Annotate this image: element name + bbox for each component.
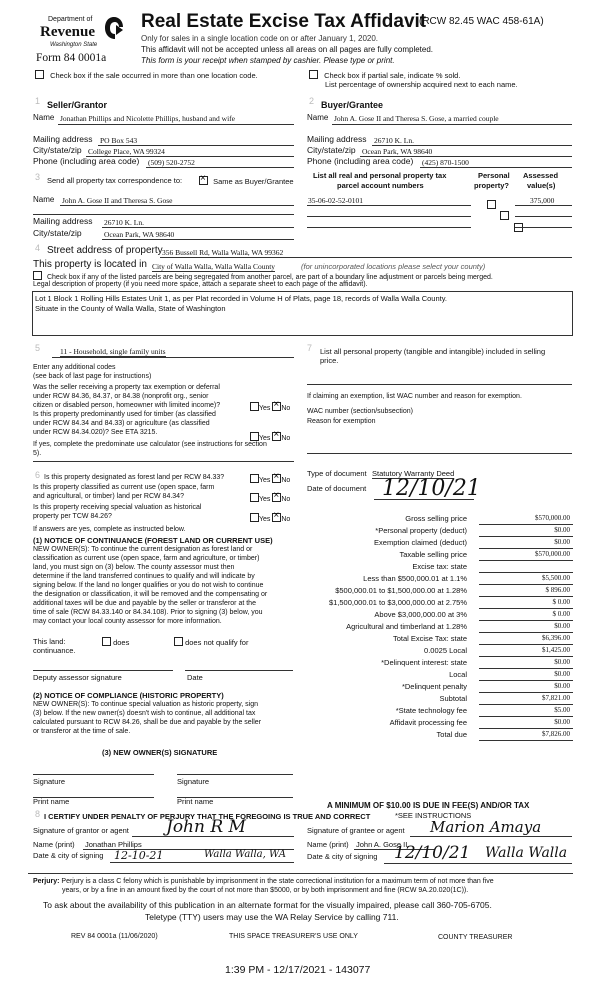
- tax-row: [307, 514, 573, 526]
- tax-row: [307, 682, 573, 694]
- tax-row-amount[interactable]: $570,000.00: [535, 514, 570, 522]
- buyer-heading: Buyer/Grantee: [321, 100, 384, 110]
- sec6-q1-yes-checkbox[interactable]: [250, 474, 259, 483]
- tax-row-label: 0.0025 Local: [424, 646, 467, 655]
- seller-mailing[interactable]: PO Box 543: [100, 136, 138, 145]
- form-rcw: (RCW 82.45 WAC 458-61A): [419, 16, 544, 27]
- continuance-label: continuance.: [33, 646, 76, 655]
- same-as-buyer-label: Same as Buyer/Grantee: [213, 177, 294, 186]
- owner-print-label-2: Print name: [177, 797, 214, 806]
- multi-location-row[interactable]: [35, 70, 258, 80]
- perjury-line-2: years, or by a fine in an amount fixed by the court of not more than $5000, or by both imprisonment and fine (RCW 9A.20.020(1C)).: [62, 887, 469, 894]
- legal-line-1: Lot 1 Block 1 Rolling Hills Estates Unit 1, as per Plat recorded in Volume H of Plats, page 18, records of Walla Walla County.: [35, 294, 447, 303]
- located-label: This property is located in: [33, 259, 147, 270]
- buyer-section-num: 2: [309, 96, 315, 106]
- grantor-city[interactable]: Walla Walla, WA: [204, 849, 286, 860]
- tax-row-label: *State technology fee: [395, 706, 467, 715]
- grantee-name-label: Name (print): [307, 840, 349, 849]
- corr-name[interactable]: John A. Gose II and Theresa S. Gose: [62, 196, 173, 205]
- tax-row-label: Gross selling price: [405, 514, 467, 523]
- tax-row: [307, 586, 573, 598]
- tax-row-amount[interactable]: $ 0.00: [552, 610, 570, 618]
- partial-sale-checkbox[interactable]: [309, 70, 318, 79]
- seller-phone[interactable]: (509) 520-2752: [148, 158, 195, 167]
- personal-heading-2: property?: [474, 181, 510, 190]
- seller-name-label: Name: [33, 113, 55, 122]
- tax-row-label: Total Excise Tax: state: [392, 634, 467, 643]
- see-instructions: *SEE INSTRUCTIONS: [395, 811, 472, 820]
- perjury-bold: Perjury:: [33, 878, 60, 885]
- seller-city-label: City/state/zip: [33, 145, 82, 155]
- tax-row-label: Affidavit processing fee: [389, 718, 467, 727]
- seller-name[interactable]: Jonathan Phillips and Nicolette Phillips, husband and wife: [60, 114, 235, 123]
- corr-label: Send all property tax correspondence to:: [47, 176, 183, 185]
- corr-city[interactable]: Ocean Park, WA 98640: [104, 230, 175, 239]
- sec5-q2a: Is this property predominantly used for timber (as classified: [33, 411, 216, 418]
- sec5-q1a: Was the seller receiving a property tax exemption or deferral: [33, 384, 220, 391]
- comp-line-4: or transferor at the time of sale.: [33, 728, 131, 735]
- cont-line-4: determine if the land transferred continues to qualify and will indicate by: [33, 573, 255, 580]
- grantor-date-city-label: Date & city of signing: [33, 851, 104, 860]
- corr-section-num: 3: [35, 172, 41, 182]
- header-note-3: This form is your receipt when stamped by cashier. Please type or print.: [141, 56, 395, 65]
- perjury-text-1: Perjury is a class C felony which is punishable by imprisonment in the state correctional institution for a maximum term of not more than five: [59, 878, 494, 885]
- tax-row-label: Above $3,000,000.00 at 3%: [374, 610, 467, 619]
- sec6-q2-no-checkbox[interactable]: [272, 493, 281, 502]
- sec5-num: 5: [35, 343, 41, 353]
- segregated-checkbox[interactable]: [33, 271, 42, 280]
- comp-line-1: NEW OWNER(S): To continue special valuation as historic property, sign: [33, 701, 258, 708]
- personal-heading-1: Personal: [478, 171, 510, 180]
- claiming-label: If claiming an exemption, list WAC number and reason for exemption.: [307, 393, 522, 400]
- perjury-box: [28, 873, 573, 874]
- doc-date-label: Date of document: [307, 484, 367, 493]
- owner-sig-label-1: Signature: [33, 777, 66, 786]
- tax-row-amount[interactable]: $0.00: [554, 718, 570, 726]
- seller-city[interactable]: College Place, WA 99324: [88, 147, 165, 156]
- buyer-city[interactable]: Ocean Park, WA 98640: [362, 147, 433, 156]
- yes-label: Yes: [259, 435, 271, 442]
- tax-row: [307, 598, 573, 610]
- street-label: Street address of property: [47, 245, 163, 256]
- tax-row-label: Exemption claimed (deduct): [374, 538, 467, 547]
- grantor-date[interactable]: 12-10-21: [114, 849, 164, 862]
- yes-label: Yes: [259, 405, 271, 412]
- tax-row-amount[interactable]: $5.00: [554, 706, 570, 714]
- tax-row: [307, 550, 573, 562]
- tax-row: [307, 694, 573, 706]
- buyer-phone[interactable]: (425) 870-1500: [422, 158, 469, 167]
- certify-num: 8: [35, 809, 41, 819]
- grantee-sig-label: Signature of grantee or agent: [307, 826, 405, 835]
- tax-row-amount[interactable]: $0.00: [554, 658, 570, 666]
- dept-line1: Department of: [48, 16, 93, 23]
- sec7-list-1: List all personal property (tangible and intangible) included in selling: [320, 347, 546, 356]
- deputy-date-label: Date: [187, 673, 203, 682]
- does-qualify-checkbox[interactable]: [102, 637, 111, 646]
- does-row[interactable]: [102, 637, 129, 647]
- wac-label: WAC number (section/subsection): [307, 408, 413, 415]
- corr-city-label: City/state/zip: [33, 228, 82, 238]
- tax-row-amount[interactable]: $6,396.00: [542, 634, 570, 642]
- grantee-name[interactable]: John A. Gose II: [356, 840, 408, 849]
- sec6-q1: Is this property designated as forest land per RCW 84.33?: [44, 474, 225, 481]
- legal-description-box[interactable]: [32, 291, 573, 336]
- tax-row: [307, 718, 573, 730]
- tax-row: [307, 562, 573, 574]
- parcel-heading-1: List all real and personal property tax: [313, 171, 447, 180]
- dor-logo-icon: [104, 16, 124, 40]
- street-address[interactable]: 356 Bussell Rd, Walla Walla, WA 99362: [162, 248, 284, 257]
- tax-row-label: Less than $500,000.01 at 1.1%: [363, 574, 467, 583]
- tax-row: [307, 670, 573, 682]
- sec5-q2b: under RCW 84.34 and 84.33) or agriculture (as classified: [33, 420, 210, 427]
- sec6-num: 6: [35, 470, 41, 480]
- treasurer-use: THIS SPACE TREASURER'S USE ONLY: [229, 933, 358, 940]
- cont-line-2: classification as current use (open space, farm and agriculture, or timber): [33, 555, 260, 562]
- partial-sale-label: Check box if partial sale, indicate % sold.: [324, 71, 461, 80]
- county-treasurer: COUNTY TREASURER: [438, 934, 513, 941]
- doc-type[interactable]: Statutory Warranty Deed: [372, 469, 455, 478]
- see-back-label: (see back of last page for instructions): [33, 373, 152, 380]
- seller-mailing-label: Mailing address: [33, 134, 93, 144]
- buyer-phone-label: Phone (including area code): [307, 156, 414, 166]
- legal-label: Legal description of property (if you need more space, attach a separate sheet to each page of the affidavit).: [33, 281, 368, 288]
- tax-row: [307, 526, 573, 538]
- tax-row-amount[interactable]: $ 0.00: [552, 598, 570, 606]
- yes-label: Yes: [259, 477, 271, 484]
- sec5-q2-no-checkbox[interactable]: [272, 432, 281, 441]
- sec5-q1c: citizen or disabled person, homeowner with limited income)?: [33, 402, 221, 409]
- comp-line-3: calculated pursuant to RCW 84.26, shall be due and payable by the seller: [33, 719, 262, 726]
- sec6-q3b: property per TCW 84.26?: [33, 513, 112, 520]
- form-number: Form 84 0001a: [36, 52, 107, 64]
- header-note-2: This affidavit will not be accepted unless all areas on all pages are fully completed.: [141, 45, 434, 54]
- sec6-q1-answer[interactable]: [250, 474, 290, 484]
- no-label: No: [281, 477, 291, 484]
- form-title: Real Estate Excise Tax Affidavit: [141, 11, 427, 32]
- does-not-row[interactable]: [174, 637, 248, 647]
- this-land-label: This land:: [33, 637, 66, 646]
- partial-sale-row[interactable]: [309, 70, 460, 80]
- same-as-buyer-checkbox[interactable]: [199, 176, 208, 185]
- assessed-value[interactable]: 375,000: [530, 196, 555, 205]
- sec6-q3-no-checkbox[interactable]: [272, 513, 281, 522]
- yes-label: Yes: [259, 496, 271, 503]
- tax-row-amount[interactable]: $7,826.00: [542, 730, 570, 738]
- sec6-q2-answer[interactable]: [250, 493, 290, 503]
- cont-line-6: the designation or classification, it will be removed and the compensating or: [33, 591, 268, 598]
- sec7-num: 7: [307, 343, 313, 353]
- parcel-heading-2: parcel account numbers: [337, 181, 424, 190]
- sec5-q3a: If yes, complete the predominate use calculator (see instructions for section: [33, 441, 267, 448]
- sec6-q2-yes-checkbox[interactable]: [250, 493, 259, 502]
- tax-row: [307, 658, 573, 670]
- no-label: No: [281, 496, 291, 503]
- minimum-fee-note: A MINIMUM OF $10.00 IS DUE IN FEE(S) AND/OR TAX: [327, 801, 530, 810]
- doc-date[interactable]: 12/10/21: [382, 476, 481, 501]
- compliance-heading: (2) NOTICE OF COMPLIANCE (HISTORIC PROPERTY): [33, 691, 224, 700]
- buyer-city-label: City/state/zip: [307, 145, 356, 155]
- no-label: No: [281, 405, 291, 412]
- corr-mailing-label: Mailing address: [33, 216, 93, 226]
- does-not-qualify-checkbox[interactable]: [174, 637, 183, 646]
- sec5-q2-yes-checkbox[interactable]: [250, 432, 259, 441]
- owner-print-label-1: Print name: [33, 797, 70, 806]
- grantee-date-city-label: Date & city of signing: [307, 852, 378, 861]
- pct-ownership-label: List percentage of ownership acquired next to each name.: [325, 80, 518, 89]
- reason-label: Reason for exemption: [307, 418, 376, 425]
- perjury-line-1: [33, 878, 494, 885]
- grantee-date[interactable]: 12/10/21: [394, 843, 471, 863]
- grantee-signature[interactable]: Marion Amaya: [430, 818, 542, 836]
- grantor-sig-label: Signature of grantor or agent: [33, 826, 129, 835]
- corr-mailing[interactable]: 26710 K. Ln.: [104, 218, 144, 227]
- corr-name-label: Name: [33, 195, 55, 204]
- personal-checkbox-2[interactable]: [500, 211, 509, 220]
- property-section-num: 4: [35, 243, 41, 253]
- located-value[interactable]: City of Walla Walla, Walla Walla County: [152, 262, 276, 271]
- tax-row: [307, 730, 573, 742]
- tax-row-amount[interactable]: $0.00: [554, 538, 570, 546]
- tax-row-label: *Delinquent interest: state: [381, 658, 467, 667]
- tax-row-label: Agricultural and timberland at 1.28%: [346, 622, 467, 631]
- seller-section-num: 1: [35, 96, 41, 106]
- sec6-q3a: Is this property receiving special valuation as historical: [33, 504, 202, 511]
- buyer-name-label: Name: [307, 113, 329, 122]
- sec5-q1-no-checkbox[interactable]: [272, 402, 281, 411]
- tax-row-amount[interactable]: $0.00: [554, 526, 570, 534]
- sec6-q2b: and agricultural, or timber) land per RCW 84.34?: [33, 493, 184, 500]
- tax-row-amount[interactable]: $1,425.00: [542, 646, 570, 654]
- owner-sig-label-2: Signature: [177, 777, 210, 786]
- certify-heading: I CERTIFY UNDER PENALTY OF PERJURY THAT THE FOREGOING IS TRUE AND CORRECT: [44, 812, 371, 821]
- sec6-q1-no-checkbox[interactable]: [272, 474, 281, 483]
- header-note-1: Only for sales in a single location code on or after January 1, 2020.: [141, 34, 379, 43]
- sec5-q3b: 5).: [33, 450, 42, 457]
- tax-row-amount[interactable]: $0.00: [554, 622, 570, 630]
- new-owner-sig-heading: (3) NEW OWNER(S) SIGNATURE: [102, 748, 218, 757]
- deputy-assessor-label: Deputy assessor signature: [33, 673, 122, 682]
- tax-row: [307, 634, 573, 646]
- tax-row-label: Total due: [436, 730, 467, 739]
- alt-format-1: To ask about the availability of this publication in an alternate format for the visually impaired, please call 360-705-6705.: [43, 900, 492, 910]
- segregated-row[interactable]: [33, 271, 493, 281]
- tax-row-label: Subtotal: [439, 694, 467, 703]
- does-not-label: does not qualify for: [185, 638, 249, 647]
- tax-row-amount[interactable]: $ 896.00: [545, 586, 570, 594]
- tax-row: [307, 646, 573, 658]
- dept-revenue: Revenue: [40, 24, 95, 40]
- legal-line-2: Situate in the County of Walla Walla, State of Washington: [35, 304, 226, 313]
- doc-type-label: Type of document: [307, 469, 367, 478]
- tax-row: [307, 574, 573, 586]
- personal-checkbox-1[interactable]: [487, 200, 496, 209]
- sec5-q2c: under RCW 84.34.020)? See ETA 3215.: [33, 429, 158, 436]
- tax-row: [307, 610, 573, 622]
- parcel-number[interactable]: 35-06-02-52-0101: [308, 196, 363, 205]
- tax-row-amount[interactable]: $0.00: [554, 670, 570, 678]
- rev-number: REV 84 0001a (11/06/2020): [71, 933, 158, 940]
- tax-row-label: Excise tax: state: [412, 562, 467, 571]
- multi-location-label: Check box if the sale occurred in more than one location code.: [50, 71, 258, 80]
- tax-row-label: $500,000.01 to $1,500,000.00 at 1.28%: [335, 586, 467, 595]
- tax-row-label: *Delinquent penalty: [401, 682, 467, 691]
- cont-line-1: NEW OWNER(S): To continue the current designation as forest land or: [33, 546, 253, 553]
- seller-phone-label: Phone (including area code): [33, 156, 140, 166]
- buyer-mailing-label: Mailing address: [307, 134, 367, 144]
- multi-location-checkbox[interactable]: [35, 70, 44, 79]
- tax-row-amount[interactable]: $7,821.00: [542, 694, 570, 702]
- grantee-city[interactable]: Walla Walla: [485, 845, 568, 861]
- dor-logo: [40, 14, 124, 54]
- assessed-heading-2: value(s): [527, 181, 556, 190]
- grantor-name[interactable]: Jonathan Phillips: [85, 840, 142, 849]
- cont-line-7: additional taxes will be due and payable by the seller or transferor at the: [33, 600, 256, 607]
- tax-row-label: $1,500,000.01 to $3,000,000.00 at 2.75%: [328, 598, 467, 607]
- sec5-q1-answer[interactable]: [250, 402, 290, 412]
- continuance-heading: (1) NOTICE OF CONTINUANCE (FOREST LAND OR CURRENT USE): [33, 536, 273, 545]
- sec5-q1b: under RCW 84.36, 84.37, or 84.38 (nonprofit org., senior: [33, 393, 209, 400]
- buyer-name[interactable]: John A. Gose II and Theresa S. Gose, a married couple: [334, 114, 499, 123]
- grantor-name-label: Name (print): [33, 840, 75, 849]
- dept-state: Washington State: [50, 42, 98, 48]
- sec6-q2a: Is this property classified as current use (open space, farm: [33, 484, 215, 491]
- tax-row-label: Local: [449, 670, 467, 679]
- tax-row: [307, 622, 573, 634]
- cont-line-9: may contact your local county assessor for more information.: [33, 618, 222, 625]
- tax-row-label: *Personal property (deduct): [375, 526, 467, 535]
- receipt-stamp: 1:39 PM - 12/17/2021 - 143077: [225, 964, 371, 976]
- cont-line-3: land, you must sign on (3) below. The county assessor must then: [33, 564, 235, 571]
- alt-format-2: Teletype (TTY) users may use the WA Relay Service by calling 711.: [145, 912, 399, 922]
- yes-label: Yes: [259, 516, 271, 523]
- seller-heading: Seller/Grantor: [47, 100, 108, 110]
- grantor-signature[interactable]: John R M: [166, 817, 246, 837]
- sec6-q3-answer[interactable]: [250, 513, 290, 523]
- comp-line-2: (3) below. If the new owner(s) doesn't wish to continue, all additional tax: [33, 710, 256, 717]
- additional-codes-label: Enter any additional codes: [33, 364, 116, 371]
- tax-row-label: Taxable selling price: [399, 550, 467, 559]
- tax-row-amount[interactable]: $570,000.00: [535, 550, 570, 558]
- tax-row-amount[interactable]: $5,500.00: [542, 574, 570, 582]
- cont-line-5: signing below. If the land no longer qualifies or you do not wish to continue: [33, 582, 264, 589]
- land-use-code[interactable]: 11 - Household, single family units: [60, 347, 166, 356]
- assessed-heading-1: Assessed: [523, 171, 559, 180]
- no-label: No: [281, 435, 291, 442]
- if-answers-yes: If answers are yes, complete as instructed below.: [33, 526, 186, 533]
- cont-line-8: time of sale (RCW 84.33.140 or 84.34.108). Prior to signing (3) below, you: [33, 609, 263, 616]
- no-label: No: [281, 516, 291, 523]
- tax-row-amount[interactable]: $0.00: [554, 682, 570, 690]
- buyer-mailing[interactable]: 26710 K. Ln.: [374, 136, 414, 145]
- unincorporated-note: (for unincorporated locations please select your county): [301, 262, 486, 271]
- tax-row: [307, 538, 573, 550]
- does-label: does: [113, 638, 130, 647]
- tax-row: [307, 706, 573, 718]
- segregated-label: Check box if any of the listed parcels are being segregated from another parcel, are part of a boundary line adjustment or parcels being merged.: [46, 274, 493, 281]
- sec7-list-2: price.: [320, 356, 339, 365]
- sec5-q1-yes-checkbox[interactable]: [250, 402, 259, 411]
- corr-same-row[interactable]: [199, 176, 294, 186]
- sec6-q3-yes-checkbox[interactable]: [250, 513, 259, 522]
